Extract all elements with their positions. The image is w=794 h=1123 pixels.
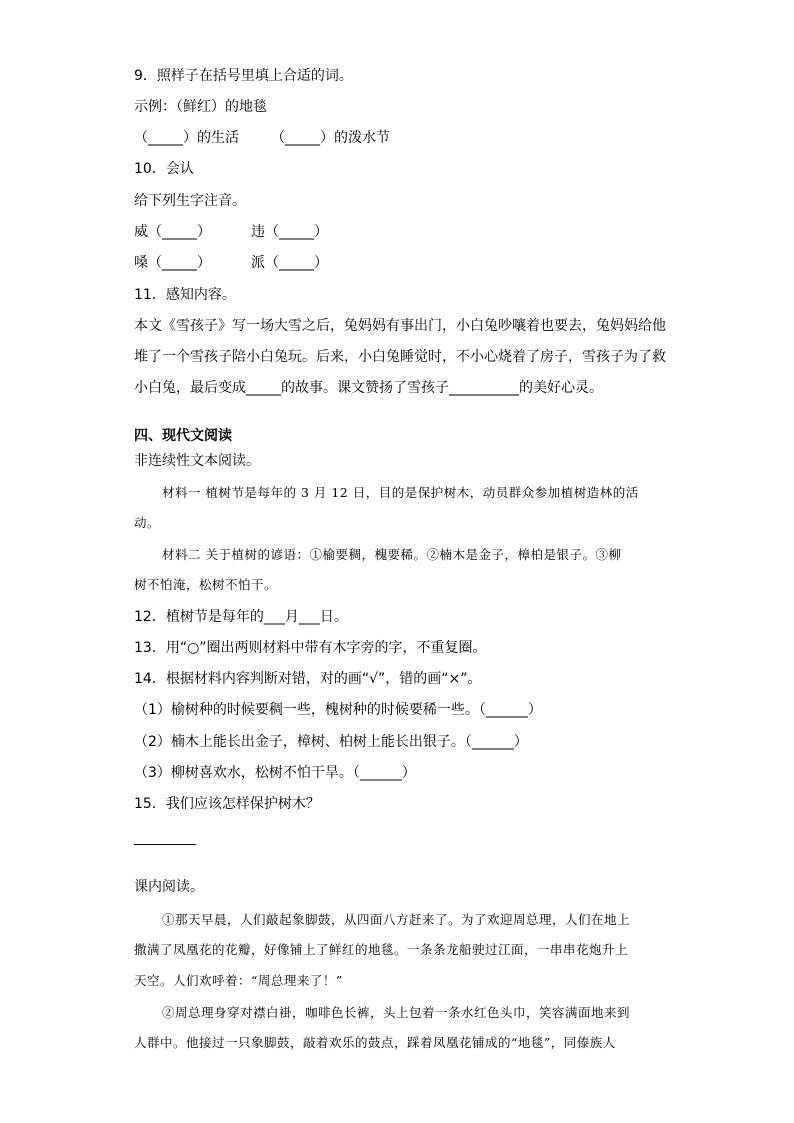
passage-2-line-2: 人群中。他接过一只象脚鼓，敲着欢乐的鼓点，踩着凤凰花铺成的“地毯”，同傣族人 bbox=[134, 1035, 616, 1050]
section-heading: 四、现代文阅读 bbox=[134, 428, 232, 444]
question-10-title: 10．会认 bbox=[134, 161, 194, 177]
question-9-title: 9．照样子在括号里填上合适的词。 bbox=[134, 68, 353, 84]
passage-1-line-1: ①那天早晨，人们敲起象脚鼓，从四面八方赶来了。为了欢迎周总理，人们在地上 bbox=[162, 912, 631, 927]
pinyin-pai: 派（_____） bbox=[251, 255, 328, 271]
material-1-line-2: 动。 bbox=[134, 515, 161, 530]
pinyin-wei-威: 威（_____） bbox=[134, 224, 211, 240]
question-14-item-3: （3）柳树喜欢水，松树不怕干旱。（______） bbox=[134, 765, 416, 781]
blank-life: （_____）的生活 bbox=[134, 130, 239, 146]
material-2-line-2: 树不怕淹，松树不怕干。 bbox=[134, 577, 278, 592]
question-11-para-1: 本文《雪孩子》写一场大雪之后，兔妈妈有事出门，小白兔吵嚷着也要去，兔妈妈给他 bbox=[134, 318, 666, 334]
question-14: 14．根据材料内容判断对错，对的画“√”，错的画“×”。 bbox=[134, 671, 482, 687]
question-9-blanks bbox=[134, 128, 390, 148]
passage-1-line-2: 撒满了凤凰花的花瓣，好像铺上了鲜红的地毯。一条条龙船驶过江面，一串串花炮升上 bbox=[134, 942, 629, 957]
question-14-item-2: （2）楠木上能长出金子，樟树、柏树上能长出银子。（______） bbox=[134, 734, 528, 750]
question-12: 12．植树节是每年的___月___日。 bbox=[134, 609, 348, 625]
question-11-title: 11．感知内容。 bbox=[134, 287, 236, 303]
passage-2-line-1: ②周总理身穿对襟白褂，咖啡色长裤，头上包着一条水红色头巾，笑容满面地来到 bbox=[162, 1005, 631, 1020]
section-subtitle: 非连续性文本阅读。 bbox=[134, 453, 260, 469]
question-13: 13．用“○”圈出两则材料中带有木字旁的字，不重复圈。 bbox=[134, 640, 487, 656]
pinyin-row-1 bbox=[134, 222, 328, 242]
material-2-line-1: 材料二 关于植树的谚语：①榆要稠，槐要稀。②楠木是金子，樟柏是银子。③柳 bbox=[162, 547, 622, 562]
passage-1-line-3: 天空。人们欢呼着：“周总理来了！” bbox=[134, 973, 343, 988]
reading-intro: 课内阅读。 bbox=[134, 879, 204, 895]
question-11-para-2: 堆了一个雪孩子陪小白兔玩。后来，小白兔睡觉时，不小心烧着了房子，雪孩子为了救 bbox=[134, 349, 666, 365]
pinyin-wei-违: 违（_____） bbox=[251, 224, 328, 240]
pinyin-row-2 bbox=[134, 253, 328, 273]
question-10-instruction: 给下列生字注音。 bbox=[134, 193, 246, 209]
question-14-item-1: （1）榆树种的时候要稠一些，槐树种的时候要稀一些。（______） bbox=[134, 702, 542, 718]
question-11-para-3: 小白兔，最后变成_____的故事。课文赞扬了雪孩子__________的美好心灵。 bbox=[134, 380, 603, 396]
pinyin-sang: 嗓（_____） bbox=[134, 255, 211, 271]
answer-line bbox=[134, 844, 196, 845]
question-9-example: 示例：（鲜红）的地毯 bbox=[134, 99, 267, 115]
material-1-line-1: 材料一 植树节是每年的 3 月 12 日，目的是保护树木，动员群众参加植树造林的活 bbox=[162, 485, 639, 500]
question-15: 15．我们应该怎样保护树木？ bbox=[134, 796, 320, 812]
blank-festival: （_____）的泼水节 bbox=[271, 130, 390, 146]
